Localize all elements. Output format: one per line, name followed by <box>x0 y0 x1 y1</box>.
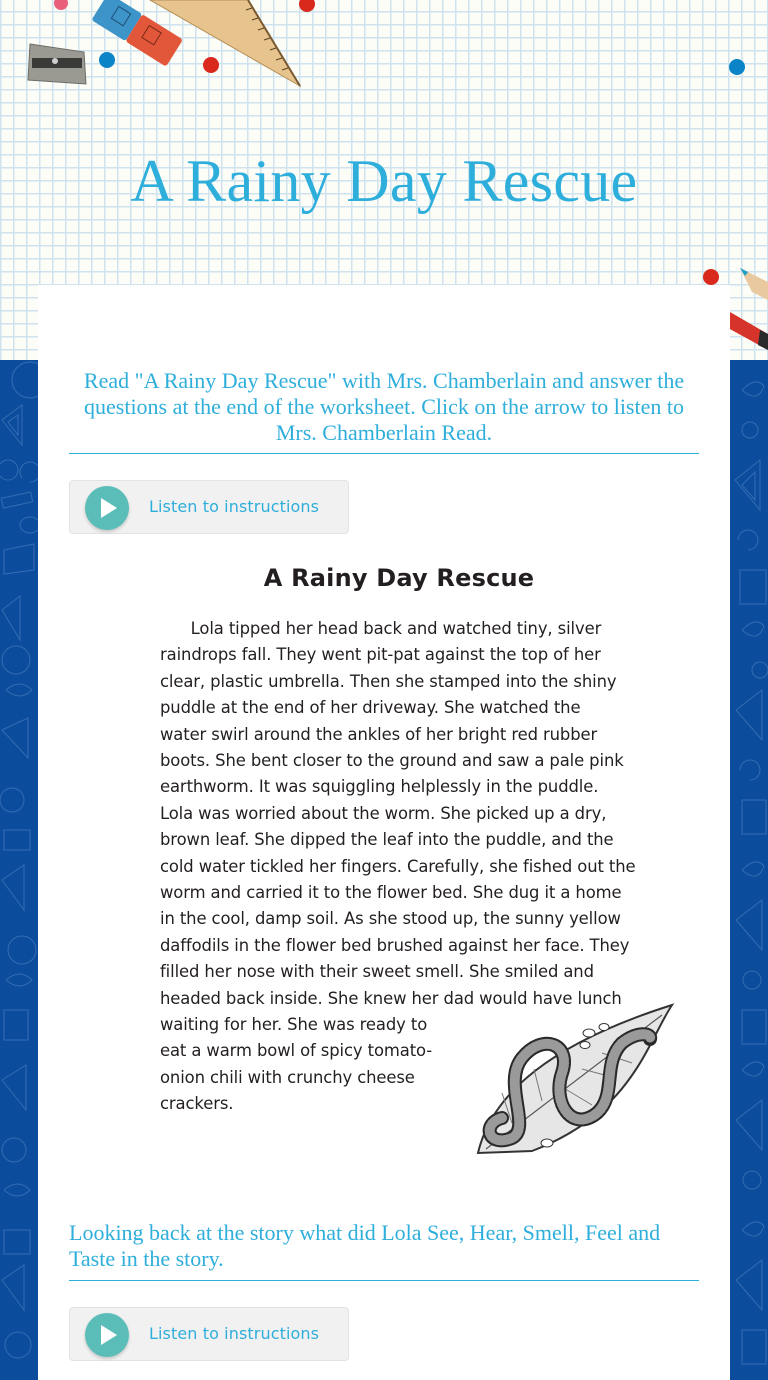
story-line: clear, plastic umbrella. Then she stamped into the shiny <box>160 671 617 691</box>
story-title: A Rainy Day Rescue <box>263 564 535 592</box>
story-line: boots. She bent closer to the ground and saw a pale pink <box>160 751 624 770</box>
red-pencil-icon <box>728 312 768 350</box>
story-line: Lola tipped her head back and watched tiny, silver <box>160 619 602 638</box>
story-line: eat a warm bowl of spicy tomato- <box>160 1041 433 1061</box>
pencil-sharpener-icon <box>28 44 86 84</box>
worksheet-card <box>38 285 730 1380</box>
story-line: brown leaf. She dipped the leaf into the puddle, and the <box>160 830 614 850</box>
section-divider <box>69 453 699 454</box>
story-line: filled her nose with their sweet smell. She smiled and <box>160 962 594 982</box>
story-line: Lola was worried about the worm. She picked up a dry, <box>160 803 607 823</box>
blue-pencil-icon <box>740 268 768 300</box>
story-passage-image <box>152 563 692 1163</box>
story-line: waiting for her. She was ready to <box>160 1015 428 1034</box>
pink-dot-icon <box>54 0 68 10</box>
story-line: daffodils in the flower bed brushed against her face. They <box>160 935 630 955</box>
story-line: puddle at the end of her driveway. She watched the <box>160 698 581 718</box>
story-line: cold water tickled her fingers. Carefully, she fished out the <box>160 856 636 876</box>
play-icon[interactable] <box>85 1313 129 1357</box>
section-divider <box>69 1280 699 1281</box>
red-dot-icon <box>299 0 315 12</box>
story-line: onion chili with crunchy cheese <box>160 1067 415 1087</box>
blue-dot-icon <box>729 59 745 75</box>
red-dot-icon <box>203 57 219 73</box>
story-line: raindrops fall. They went pit-pat against the top of her <box>160 645 601 665</box>
listen-button-label: Listen to instructions <box>149 497 320 516</box>
page-title: A Rainy Day Rescue <box>130 148 638 214</box>
story-line: headed back inside. She knew her dad would have lunch <box>160 988 622 1008</box>
play-icon[interactable] <box>85 486 129 530</box>
story-line: in the cool, damp soil. As she stood up, the sunny yellow <box>160 909 621 929</box>
story-line: water swirl around the ankles of her bright red rubber <box>160 724 598 744</box>
listen-button-label: Listen to instructions <box>149 1324 320 1343</box>
instructions-text-2: Looking back at the story what did Lola See, Hear, Smell, Feel and Taste in the story. <box>69 1220 661 1271</box>
instructions-text-1: Read "A Rainy Day Rescue" with Mrs. Chamberlain and answer the questions at the end of the worksheet. Click on the arrow to listen to Mrs. Chamberlain Read. <box>83 368 685 445</box>
story-line: worm and carried it to the flower bed. She dug it a home <box>160 883 622 902</box>
story-line: crackers. <box>160 1094 234 1114</box>
worm-on-leaf-illustration-icon <box>472 1003 677 1155</box>
red-dot-icon <box>703 269 719 285</box>
story-line: earthworm. It was squiggling helplessly in the puddle. <box>160 777 599 797</box>
listen-to-instructions-button[interactable] <box>69 1307 349 1361</box>
listen-to-instructions-button[interactable] <box>69 480 349 534</box>
blue-dot-icon <box>99 52 115 68</box>
